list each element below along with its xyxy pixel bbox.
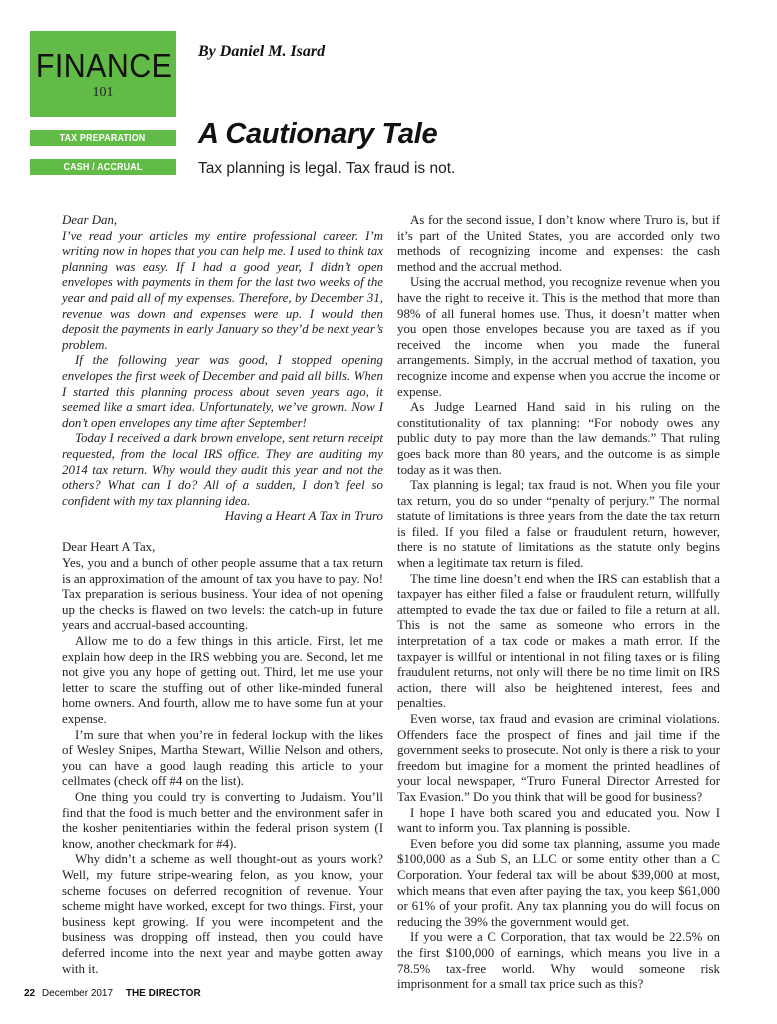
topic-tag-tax-preparation (30, 130, 176, 146)
reply-paragraph: Even worse, tax fraud and evasion are criminal violations. Offenders face the prospect of fines and jail time if the government seeks to prosecute. Not only is there a risk to your freedom but imagine for a moment the printed headlines of your local newspaper, “Truro Funeral Director Arrested for Tax Evasion.” Do you think that will be good for business? (397, 712, 720, 804)
reply-salutation: Dear Heart A Tax, (62, 540, 156, 555)
article-subhead: Tax planning is legal. Tax fraud is not. (198, 160, 456, 177)
section-title: FINANCE (35, 47, 173, 84)
reply-paragraph: One thing you could try is converting to Judaism. You’ll find that the food is much better and the environment safer in the kosher penitentiaries within the federal prison system (I know, another checkmark for #4). (62, 789, 383, 851)
reply-paragraph: Allow me to do a few things in this article. First, let me explain how deep in the IRS webbing you are. Second, let me not give you any hope of getting out. Third, let me use your letter to scare the stuffing out of other like-minded funeral home owners. And fourth, allow me to have some fun at your expense. (62, 634, 383, 726)
topic-tag-cash-accrual (30, 159, 176, 189)
reply-paragraph: The time line doesn’t end when the IRS can establish that a taxpayer has either filed a false or fraudulent return, willfully attempted to evade the tax due or failed to file a return at all. This is not the same as someone who errors in the interpretation of a tax code or makes a math error. If the taxpayer is willful or intentional in not filing taxes or is filing fraudulent returns, not only will there be no time limit on IRS action, there will also be heightened interest, fees and penalties. (397, 571, 720, 711)
letter-signoff: Having a Heart A Tax in Truro (224, 509, 383, 524)
reply-paragraph: As Judge Learned Hand said in his ruling on the constitutionality of tax planning: “For nobody owes any public duty to pay more than the law demands.” That ruling goes back more than 80 years, and the outcome is as simple today as it was then. (397, 400, 720, 477)
letter-salutation: Dear Dan, (62, 213, 118, 227)
left-column (62, 213, 383, 977)
section-badge (30, 31, 176, 117)
reader-letter (62, 213, 383, 525)
reply-paragraph: If you were a C Corporation, that tax would be 22.5% on the first $100,000 of earnings, which means you live in a 78.5% tax-free world. Why would someone risk imprisonment for a small tax price such as this? (397, 930, 720, 992)
reply-paragraph: Tax planning is legal; tax fraud is not. When you file your tax return, you do so under “penalty of perjury.” The normal statute of limitations is three years from the date the tax return is filed. If you filed a false or fraudulent return, however, there is no statute of limitations as the statute only begins when a legitimate tax return is filed. (397, 478, 720, 571)
reply-paragraph: Why didn’t a scheme as well thought-out as yours work? Well, my future stripe-wearing felon, as you know, your scheme focuses on deferred recognition of revenue. Your scheme might have worked, except for two things. First, your business kept growing. If you were incompetent and the business was dropping off instead, then you could have deferred income into the next year and maybe gotten away with it. (62, 852, 383, 976)
reply-paragraph: As for the second issue, I don’t know where Truro is, but if it’s part of the United States, you are accorded only two methods of recognizing income and expenses: the cash method and the accrual method. (397, 213, 720, 274)
letter-paragraph: I’ve read your articles my entire professional career. I’m writing now in hopes that you can help me. I used to think tax planning was easy. If I had a good year, I didn’t open envelopes with payments in them for the last two weeks of the year and paid all of my expenses. Therefore, by December 31, revenue was down and expenses were up. I would then deposit the payments in early January so they’d be next year’s problem. (62, 228, 383, 352)
letter-paragraph: Today I received a dark brown envelope, sent return receipt requested, from the local IRS office. They are auditing my 2014 tax return. Why would they audit this year and not the others? What can I do? All of a sudden, I don’t feel so confident with my tax planning idea. (62, 431, 383, 508)
letter-paragraph: If the following year was good, I stopped opening envelopes the first week of December and paid all bills. When I started this planning process about seven years ago, it seemed like a smart idea. Unfortunately, we’ve grown. Now I don’t open envelopes any time after September! (62, 353, 383, 430)
article-headline: A Cautionary Tale (198, 118, 438, 150)
reply-paragraph: Yes, you and a bunch of other people assume that a tax return is an approximation of the amount of tax you have to pay. No! Tax preparation is serious business. Your idea of not opening up the checks is flawed on two levels: the catch-up in future years and accrual-based accounting. (62, 556, 383, 633)
right-column (397, 213, 720, 993)
reply-paragraph: Using the accrual method, you recognize revenue when you have the right to receive it. This is the method that more than 98% of all funeral homes use. Thus, it doesn’t matter when you open those envelopes because you are taxed as if you received the income when you made the funeral arrangements. Simply, in the accrual method of taxation, you recognize income and expense when you accrue the income or expense. (397, 275, 720, 399)
reply-paragraph: I hope I have both scared you and educated you. Now I want to inform you. Tax planning is possible. (397, 805, 720, 836)
tag-label: CASH / ACCRUAL METHODS (63, 161, 143, 189)
page-number: 22 (24, 988, 36, 999)
reply-paragraph: Even before you did some tax planning, assume you made $100,000 as a Sub S, an LLC or some entity other than a C Corporation. Your federal tax will be about $39,000 at most, which means that even after paying the tax, you keep $61,000 or 61% of your profit. Any tax planning you do will focus on reducing the 39% the government would get. (397, 836, 720, 929)
publication-name: THE DIRECTOR (125, 988, 201, 999)
byline: By Daniel M. Isard (198, 43, 326, 60)
issue-date: December 2017 (41, 988, 114, 999)
tag-label: TAX PREPARATION (60, 132, 146, 144)
reply-paragraph: I’m sure that when you’re in federal lockup with the likes of Wesley Snipes, Martha Stewart, Willie Nelson and others, you can have a good laugh reading this article to your cellmates (check off #4 on the list). (62, 727, 383, 789)
section-subtitle: 101 (92, 85, 114, 100)
page-footer (24, 988, 201, 999)
